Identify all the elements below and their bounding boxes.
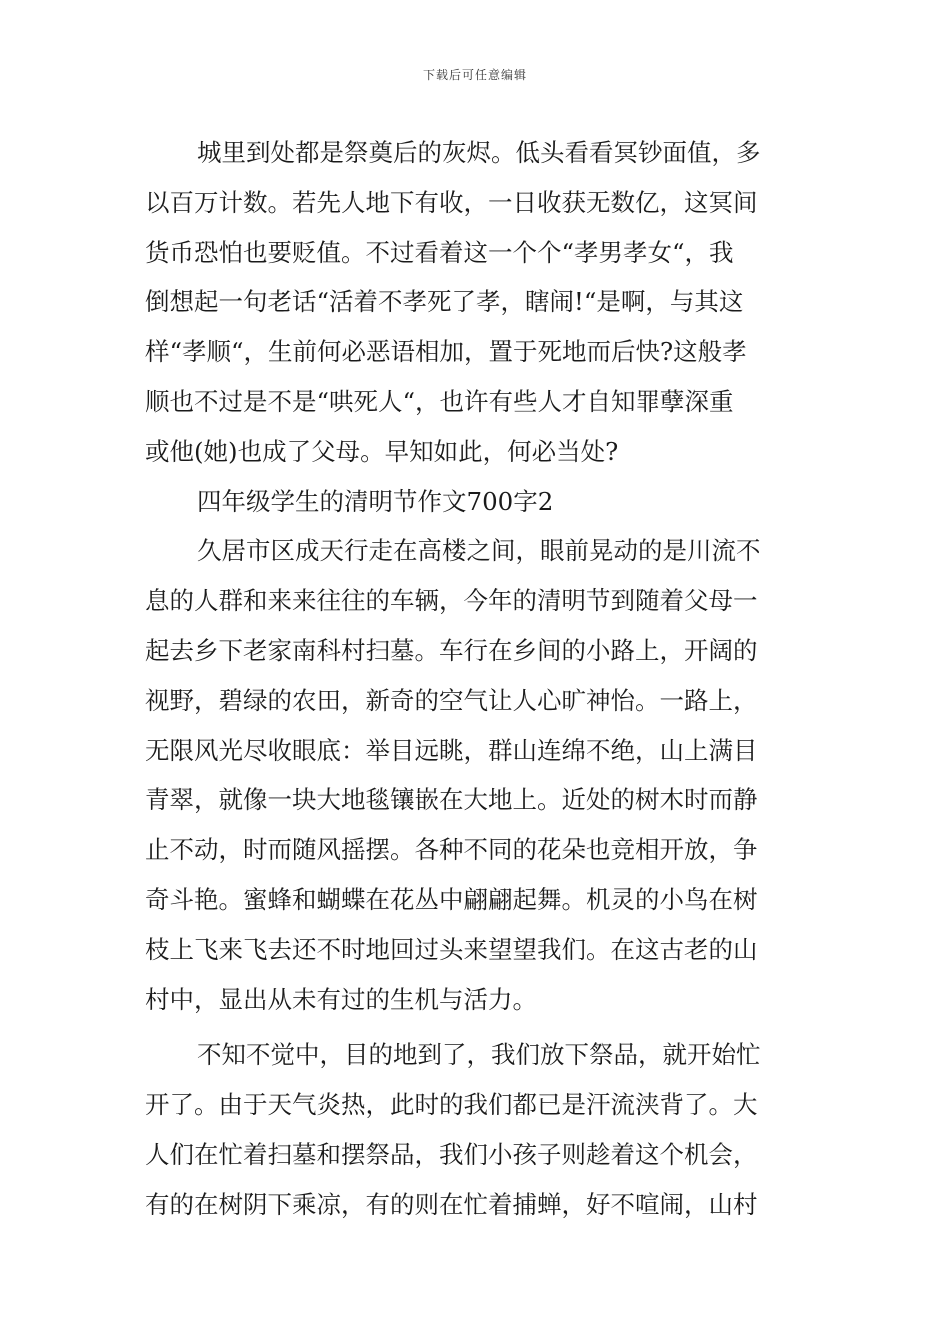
- text-line: 倒想起一句老话“活着不孝死了孝，瞎闹!“是啊，与其这: [145, 287, 744, 317]
- text-line: 有的在树阴下乘凉，有的则在忙着捕蝉，好不喧闹，山村: [145, 1189, 758, 1219]
- text-line: 开了。由于天气炎热，此时的我们都已是汗流浃背了。大: [145, 1090, 758, 1120]
- text-line: 枝上飞来飞去还不时地回过头来望望我们。在这古老的山: [145, 934, 758, 964]
- text-line: 以百万计数。若先人地下有收，一日收获无数亿，这冥间: [145, 187, 758, 217]
- text-line: 货币恐怕也要贬值。不过看着这一个个“孝男孝女“，我: [145, 237, 734, 267]
- body-text: [145, 128, 805, 1230]
- text-line: 久居市区成天行走在高楼之间，眼前晃动的是川流不: [197, 536, 761, 566]
- text-line: 人们在忙着扫墓和摆祭品，我们小孩子则趁着这个机会，: [145, 1139, 758, 1169]
- text-line: 无限风光尽收眼底：举目远眺，群山连绵不绝，山上满目: [145, 735, 758, 765]
- text-line: 顺也不过是不是“哄死人“，也许有些人才自知罪孽深重: [145, 386, 734, 416]
- text-line: 止不动，时而随风摇摆。各种不同的花朵也竞相开放，争: [145, 835, 758, 865]
- text-line: 奇斗艳。蜜蜂和蝴蝶在花丛中翩翩起舞。机灵的小鸟在树: [145, 884, 758, 914]
- text-line: 起去乡下老家南科村扫墓。车行在乡间的小路上，开阔的: [145, 635, 758, 665]
- text-line: 样“孝顺“，生前何必恶语相加，置于死地而后快?这般孝: [145, 337, 747, 367]
- section-heading: 四年级学生的清明节作文700字2: [197, 486, 554, 516]
- text-line: 或他(她)也成了父母。早知如此，何必当处?: [145, 436, 619, 466]
- header-note: 下载后可任意编辑: [422, 68, 527, 82]
- text-line: 青翠，就像一块大地毯镶嵌在大地上。近处的树木时而静: [145, 785, 758, 815]
- text-line: 息的人群和来来往往的车辆，今年的清明节到随着父母一: [145, 586, 758, 616]
- text-line: 视野，碧绿的农田，新奇的空气让人心旷神怡。一路上，: [145, 685, 758, 715]
- text-line: 村中，显出从未有过的生机与活力。: [145, 984, 537, 1014]
- text-line: 不知不觉中，目的地到了，我们放下祭品，就开始忙: [197, 1040, 761, 1070]
- text-line: 城里到处都是祭奠后的灰烬。低头看看冥钞面值，多: [197, 138, 761, 167]
